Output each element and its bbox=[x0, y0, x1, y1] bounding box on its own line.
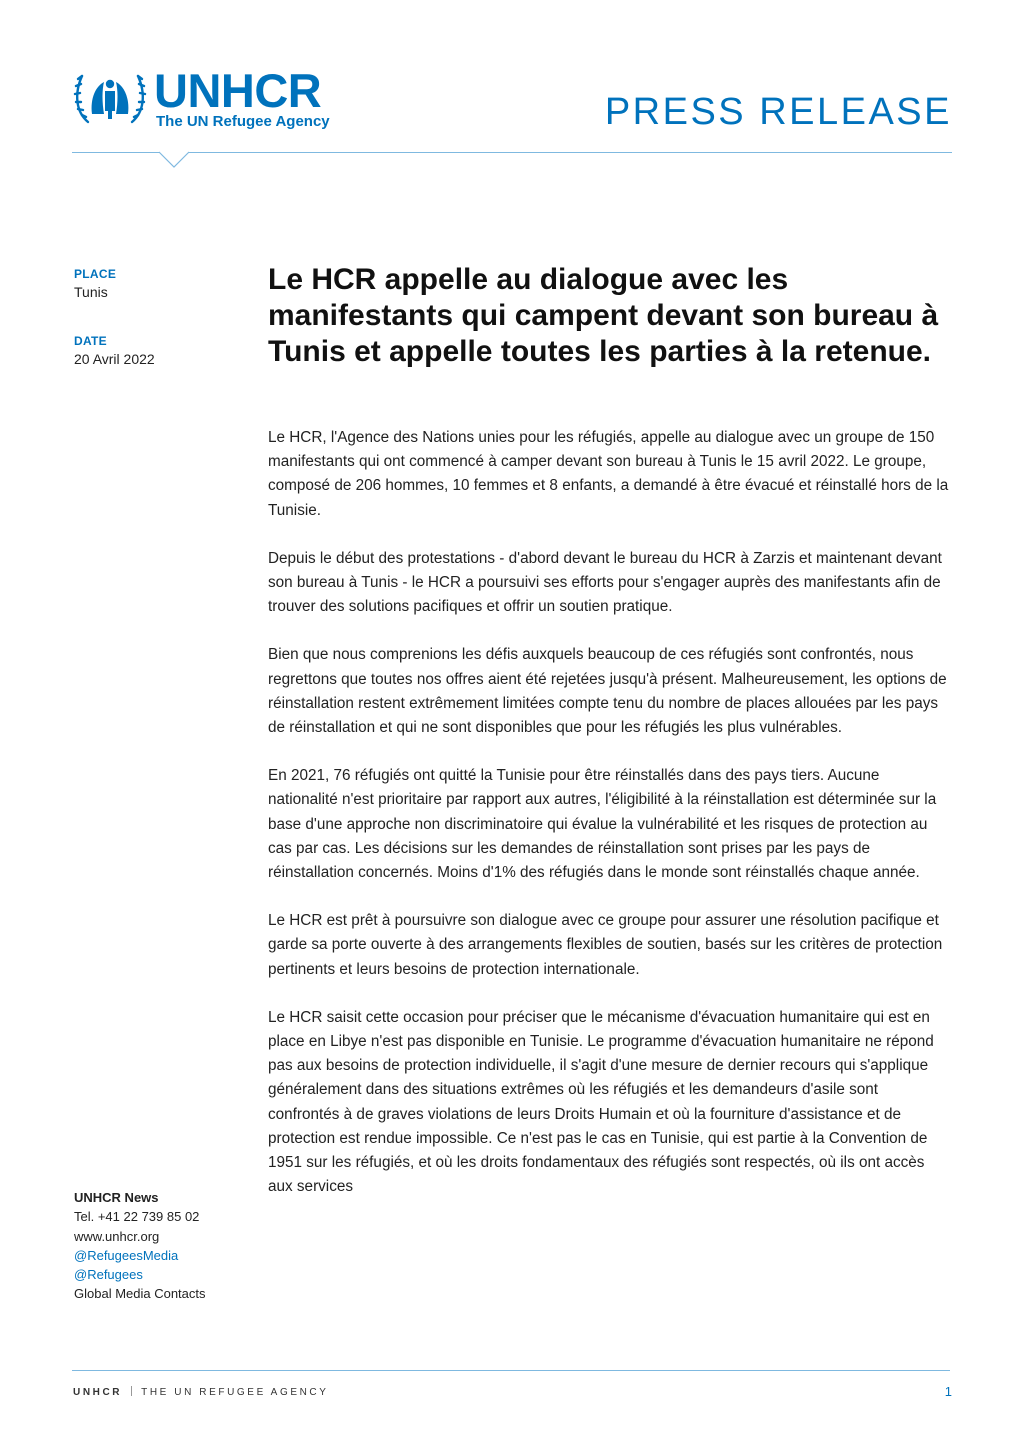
article-paragraph-4: En 2021, 76 réfugiés ont quitté la Tunisie pour être réinstallés dans des pays tiers. Aucune nationalité n'est prioritaire par rapport aux autres, l'éligibilité à la réinstallation est déterminée sur la base d'une approche non discriminatoire qui évalue la vulnérabilité et les risques de protection au cas par cas. Les décisions sur les demandes de réinstallation sont prises par les pays de réinstallation concernés. Moins d'1% des réfugiés dans le monde sont réinstallés chaque année. bbox=[268, 767, 937, 882]
media-contacts bbox=[74, 1188, 264, 1304]
document-type-heading: PRESS RELEASE bbox=[604, 91, 952, 133]
press-release-title: Le HCR appelle au dialogue avec les manifestants qui campent devant son bureau à Tunis et appelle toutes les parties à la retenue. bbox=[268, 263, 939, 368]
article-paragraph-6: Le HCR saisit cette occasion pour préciser que le mécanisme d'évacuation humanitaire qui est en place en Libye n'est pas disponible en Tunisie. Le programme d'évacuation humanitaire ne répond pas aux besoins de protection individuelle, il s'agit d'une mesure de dernier recours qui s'applique généralement dans des situations extrêmes où les réfugiés et les demandeurs d'asile sont confrontés à de graves violations de leurs Droits Humain et où la fourniture d'assistance et de protection est rendue impossible. Ce n'est pas le cas en Tunisie, qui est partie à la Convention de 1951 sur les réfugiés, et où les droits fondamentaux des réfugiés sont respectés, où ils ont accès aux services bbox=[268, 1008, 934, 1196]
place-value: Tunis bbox=[74, 284, 108, 300]
article-body bbox=[268, 426, 952, 1223]
footer-tagline: THE UN REFUGEE AGENCY bbox=[141, 1387, 329, 1398]
article-paragraph-5: Le HCR est prêt à poursuivre son dialogue avec ce groupe pour assurer une résolution pacifique et garde sa porte ouverte à des arrangements flexibles de soutien, basés sur les critères de protection pertinents et leurs besoins de protection internationale. bbox=[268, 912, 943, 978]
footer-brand bbox=[73, 1386, 329, 1399]
twitter-refugees-link[interactable]: @Refugees bbox=[74, 1267, 143, 1283]
global-media-contacts-link[interactable]: Global Media Contacts bbox=[74, 1286, 206, 1302]
logo-wordmark: UNHCR bbox=[154, 64, 322, 117]
footer-divider bbox=[72, 1370, 950, 1371]
contacts-website-link[interactable]: www.unhcr.org bbox=[74, 1228, 160, 1244]
place-block bbox=[74, 266, 244, 302]
date-value: 20 Avril 2022 bbox=[74, 351, 155, 367]
footer-brand-name: UNHCR bbox=[73, 1387, 123, 1398]
header-notch-icon bbox=[158, 151, 190, 169]
page-number: 1 bbox=[944, 1384, 952, 1399]
header-divider bbox=[72, 152, 952, 153]
contacts-phone: Tel. +41 22 739 85 02 bbox=[74, 1209, 200, 1225]
article-paragraph-1: Le HCR, l'Agence des Nations unies pour les réfugiés, appelle au dialogue avec un groupe de 150 manifestants qui ont commencé à camper devant son bureau à Tunis le 15 avril 2022. Le groupe, composé de 206 hommes, 10 femmes et 8 enfants, a demandé à être évacué et réinstallé hors de la Tunisie. bbox=[268, 429, 949, 519]
footer-separator bbox=[131, 1386, 132, 1396]
twitter-refugeesmedia-link[interactable]: @RefugeesMedia bbox=[74, 1247, 179, 1263]
date-block bbox=[74, 333, 244, 369]
unhcr-emblem-icon bbox=[72, 64, 148, 128]
article-paragraph-3: Bien que nous comprenions les défis auxquels beaucoup de ces réfugiés sont confrontés, nous regrettons que toutes nos offres aient été rejetées jusqu'à présent. Malheureusement, les options de réinstallation restent extrêmement limitées compte tenu du nombre de places allouées par les pays de réinstallation et qui ne sont disponibles que pour les réfugiés les plus vulnérables. bbox=[268, 646, 947, 737]
logo-subtitle: The UN Refugee Agency bbox=[156, 113, 330, 130]
date-label: DATE bbox=[74, 334, 107, 348]
article-paragraph-2: Depuis le début des protestations - d'abord devant le bureau du HCR à Zarzis et maintenant devant son bureau à Tunis - le HCR a poursuivi ses efforts pour s'engager auprès des manifestants afin de trouver des solutions pacifiques et offrir un soutien pratique. bbox=[268, 549, 942, 616]
unhcr-logo bbox=[72, 62, 362, 134]
contacts-heading: UNHCR News bbox=[74, 1190, 159, 1205]
place-label: PLACE bbox=[74, 267, 117, 281]
